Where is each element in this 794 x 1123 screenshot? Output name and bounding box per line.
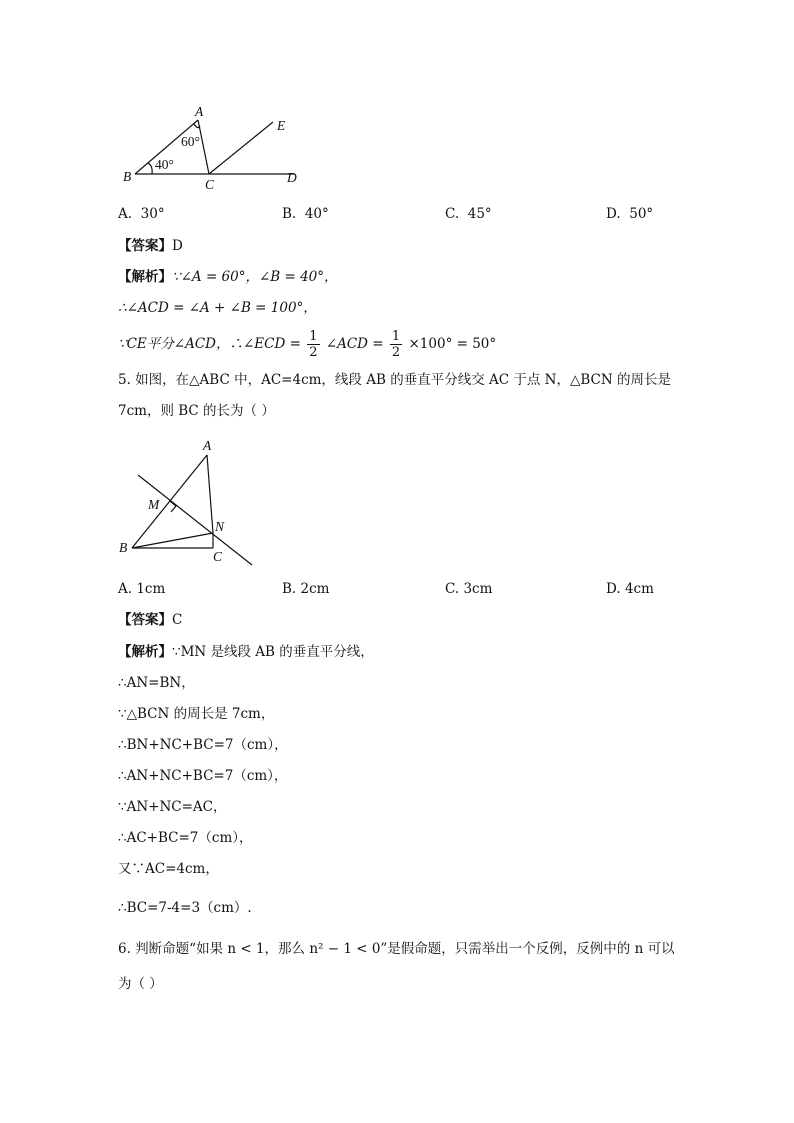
figure-perpendicular-bisector	[110, 435, 270, 570]
fraction-one-half-2: $\frac{1}{2}$	[391, 329, 401, 360]
q4-analysis-line1: 【解析】∵∠A = 60°，∠B = 40°，	[118, 269, 338, 285]
angle-a-value: 60°	[181, 134, 200, 149]
q6-stem-line2: 为（ ）	[118, 976, 163, 992]
segment-ab	[132, 455, 207, 548]
q6-stem-line1: 6. 判断命题“如果 n < 1，那么 n² − 1 < 0”是假命题，只需举出一个反例，反例中的 n 可以	[118, 941, 675, 957]
q5-option-b[interactable]: B. 2cm	[282, 581, 330, 597]
q5-analysis-step-4: ∴BN+NC+BC=7（cm），	[118, 737, 288, 753]
q5-option-d[interactable]: D. 4cm	[606, 581, 654, 597]
figure-angle-bisector	[115, 100, 315, 195]
angle-b-value: 40°	[155, 157, 174, 172]
q5-analysis-step-6: ∵AN+NC=AC，	[118, 799, 227, 815]
q5-analysis-step-8: 又∵AC=4cm，	[118, 861, 219, 877]
label-n: N	[215, 519, 225, 534]
label-d: D	[287, 170, 297, 185]
label-b: B	[119, 540, 128, 555]
q5-analysis-step-2: ∴AN=BN，	[118, 675, 195, 691]
q5-analysis-step-1: 【解析】∵MN 是线段 AB 的垂直平分线，	[118, 644, 374, 660]
label-c: C	[213, 549, 223, 564]
fraction-one-half: $\frac{1}{2}$	[309, 329, 318, 360]
ray-ce	[209, 122, 273, 174]
q4-analysis-line3: ∵CE平分∠ACD，∴∠ECD = $\frac{1}{2}$ ∠ACD = $\frac{1}{2}$ ×100° = 50°	[118, 329, 497, 360]
q4-option-a[interactable]: A. 30°	[118, 206, 165, 222]
segment-ac	[207, 455, 213, 533]
label-c: C	[205, 177, 215, 192]
q5-option-c[interactable]: C. 3cm	[445, 581, 493, 597]
label-a: A	[203, 438, 212, 453]
q4-option-b[interactable]: B. 40°	[282, 206, 329, 222]
q5-analysis-step-9: ∴BC=7-4=3（cm）.	[118, 900, 252, 916]
q4-answer: 【答案】D	[118, 238, 183, 254]
q5-analysis-step-5: ∴AN+NC+BC=7（cm），	[118, 768, 288, 784]
angle-b-arc	[148, 163, 152, 174]
q5-answer: 【答案】C	[118, 612, 183, 628]
label-b: B	[123, 169, 132, 184]
q4-option-d[interactable]: D. 50°	[606, 206, 654, 222]
q5-analysis-step-3: ∵△BCN 的周长是 7cm，	[118, 706, 275, 722]
label-m: M	[148, 497, 160, 512]
q5-option-a[interactable]: A. 1cm	[118, 581, 166, 597]
segment-bn	[132, 533, 213, 548]
label-a: A	[195, 104, 204, 119]
q4-analysis-line2: ∴∠ACD = ∠A + ∠B = 100°，	[118, 300, 317, 316]
q5-analysis-step-7: ∴AC+BC=7（cm），	[118, 830, 253, 846]
label-e: E	[277, 118, 286, 133]
q5-stem-line1: 5. 如图，在△ABC 中，AC=4cm，线段 AB 的垂直平分线交 AC 于点 N，△BCN 的周长是	[118, 372, 671, 388]
q4-option-c[interactable]: C. 45°	[445, 206, 492, 222]
q5-stem-line2: 7cm，则 BC 的长为（ ）	[118, 403, 275, 419]
